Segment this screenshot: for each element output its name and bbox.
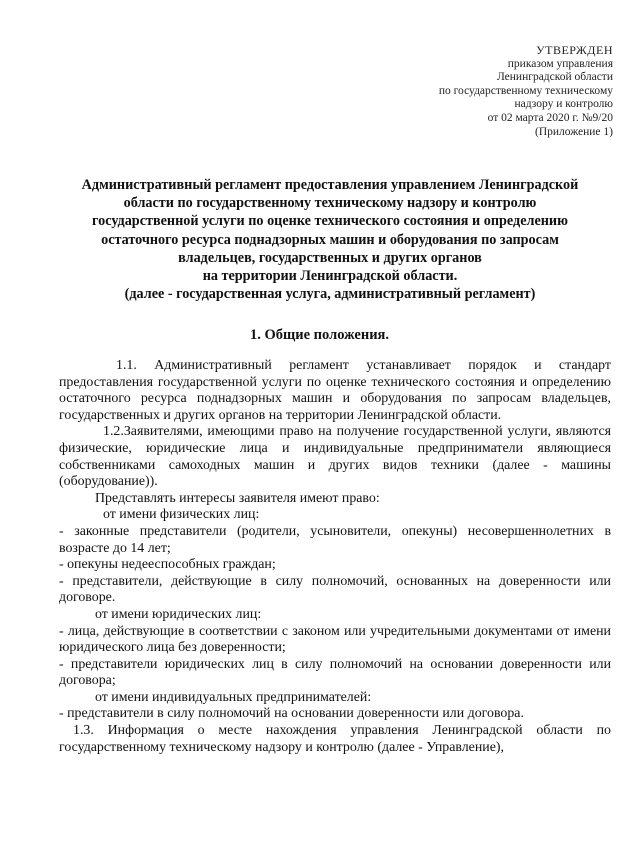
subheading-legal-entities: от имени юридических лиц: — [95, 606, 262, 622]
document-body — [59, 358, 611, 756]
paragraph-representatives: Представлять интересы заявителя имеют право: — [95, 490, 380, 506]
list-item: - представители юридических лиц в силу полномочий на основании доверенности или договора; — [59, 656, 611, 689]
title-line: на территории Ленинградской области. — [202, 268, 458, 285]
list-item: - представители, действующие в силу полномочий, основанных на доверенности или договоре. — [59, 573, 611, 606]
approval-line: по государственному техническому — [438, 84, 613, 97]
approval-line: надзору и контролю — [514, 98, 613, 111]
subheading-individuals: от имени физических лиц: — [103, 507, 260, 523]
approval-heading: УТВЕРЖДЕН — [536, 43, 613, 57]
title-line: государственной услуги по оценке технического состояния и определению — [92, 213, 568, 230]
paragraph-1-2: 1.2.Заявителями, имеющими право на получение государственной услуги, являются физические, юридические лица и индивидуальные предприниматели являющиеся собственниками самоходных машин и других видов техники (далее - машины (оборудование)). — [59, 424, 611, 490]
title-line: владельцев, государственных и других органов — [178, 249, 482, 266]
approval-line: Ленинградской области — [496, 71, 613, 84]
list-item: - законные представители (родители, усыновители, опекуны) несовершеннолетних в возрасте до 14 лет; — [59, 523, 611, 556]
document-title — [60, 176, 600, 303]
paragraph-1-1: 1.1. Административный регламент устанавливает порядок и стандарт предоставления государственной услуги по оценке технического состояния и определению остаточного ресурса поднадзорных машин и оборудования по запросам владельцев, государственных и других органов на территории Ленинградской области. — [59, 358, 611, 423]
approval-stamp — [439, 44, 613, 139]
subheading-entrepreneurs: от имени индивидуальных предпринимателей: — [95, 689, 372, 705]
approval-line: от 02 марта 2020 г. №9/20 — [487, 111, 613, 124]
list-item: - лица, действующие в соответствии с законом или учредительными документами от имени юридического лица без доверенности; — [59, 623, 611, 656]
title-line: (далее - государственная услуга, административный регламент) — [124, 286, 536, 303]
paragraph-1-3: 1.3. Информация о месте нахождения управления Ленинградской области по государственному техническому надзору и контролю (далее - Управление), — [59, 723, 611, 755]
list-item: - опекуны недееспособных граждан; — [59, 557, 276, 573]
approval-line: (Приложение 1) — [534, 125, 613, 138]
title-line: остаточного ресурса поднадзорных машин и оборудования по запросам — [101, 231, 559, 248]
title-line: области по государственному техническому надзору и контролю — [123, 195, 537, 212]
list-item: - представители в силу полномочий на основании доверенности или договора. — [59, 706, 524, 722]
section-heading: 1. Общие положения. — [249, 327, 390, 343]
approval-line: приказом управления — [507, 57, 613, 70]
title-line: Административный регламент предоставления управлением Ленинградской — [81, 177, 579, 193]
